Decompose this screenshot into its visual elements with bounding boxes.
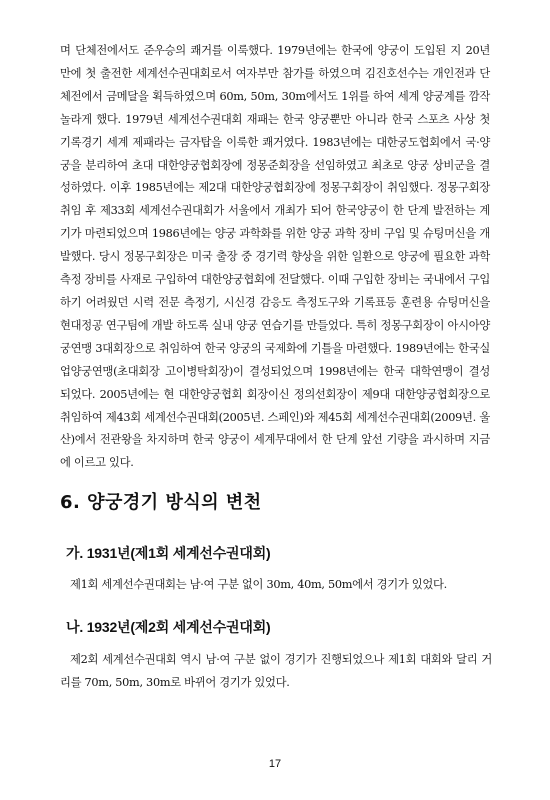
subsection-paragraph: 제2회 세계선수권대회 역시 남·여 구분 없이 경기가 진행되었으나 제1회 대회와 달리 거리를 70m, 50m, 30m로 바뀌어 경기가 있었다. — [60, 653, 492, 689]
page-number: 17 — [268, 758, 282, 770]
body-paragraph: 며 단체전에서도 준우승의 쾌거를 이룩했다. 1979년에는 한국에 양궁이 도입된 지 20년 만에 첫 출전한 세계선수권대회로서 여자부만 참가를 하였으며 김진호선수는 개인전과 단체전에서 금메달을 획득하였으며 60m, 50m, 30m에서도 1위를 하여 세계 양궁계를 깜작 놀라게 했다. 1979년 세계선수권대회 재패는 한국 양궁뿐만 아니라 한국 스포츠 사상 첫 기록경기 세계 제패라는 금자탑을 이룩한 쾌거였다. 1983년에는 대한궁도협회에서 국·양궁을 분리하여 초대 대한양궁협회장에 정몽준회장을 선임하였고 최초로 양궁 상비군을 결성하였다. 이후 1985년에는 제2대 대한양궁협회장에 정몽구회장이 취임했다. 정몽구회장 취임 후 제33회 세계선수권대회가 서울에서 개최가 되어 한국양궁이 한 단계 발전하는 계기가 마련되었으며 1986년에는 양궁 과학화를 위한 양궁 과학 장비 구입 및 슈팅머신을 개발했다. 당시 정몽구회장은 미국 출장 중 경기력 향상을 위한 일환으로 양궁에 필요한 과학 측정 장비를 사재로 구입하여 대한양궁협회에 전달했다. 이때 구입한 장비는 국내에서 구입하기 어려웠던 시력 전문 측정기, 시신경 감응도 측정도구와 기록표등 훈련용 슈팅머신을 현대정공 연구팀에 개발 하도록 실내 양궁 연습기를 만들었다. 특히 정몽구회장이 아시아양궁연맹 3대회장으로 취임하여 한국 양궁의 국제화에 기틀을 마련했다. 1989년에는 한국실업양궁연맹(초대회장 고이병탁회장)이 결성되었으며 1998년에는 한국 대학연맹이 결성 되었다. 2005년에는 현 대한양궁협회 회장이신 정의선회장이 제9대 대한양궁협회장으로 취임하여 제43회 세계선수권대회(2005년. 스페인)와 제45회 세계선수권대회(2009년. 울산)에서 전관왕을 차지하며 한국 양궁이 세계무대에서 한 단계 앞선 기량을 과시하며 지금에 이르고 있다. — [60, 44, 490, 470]
subsection-heading: 나. 1932년(제2회 세계선수권대회) — [66, 619, 271, 635]
subsection-paragraph: 제1회 세계선수권대회는 남·여 구분 없이 30m, 40m, 50m에서 경기가 있었다. — [70, 578, 447, 591]
subsection-heading: 가. 1931년(제1회 세계선수권대회) — [66, 545, 271, 561]
section-heading: 6. 양궁경기 방식의 변천 — [60, 492, 262, 513]
